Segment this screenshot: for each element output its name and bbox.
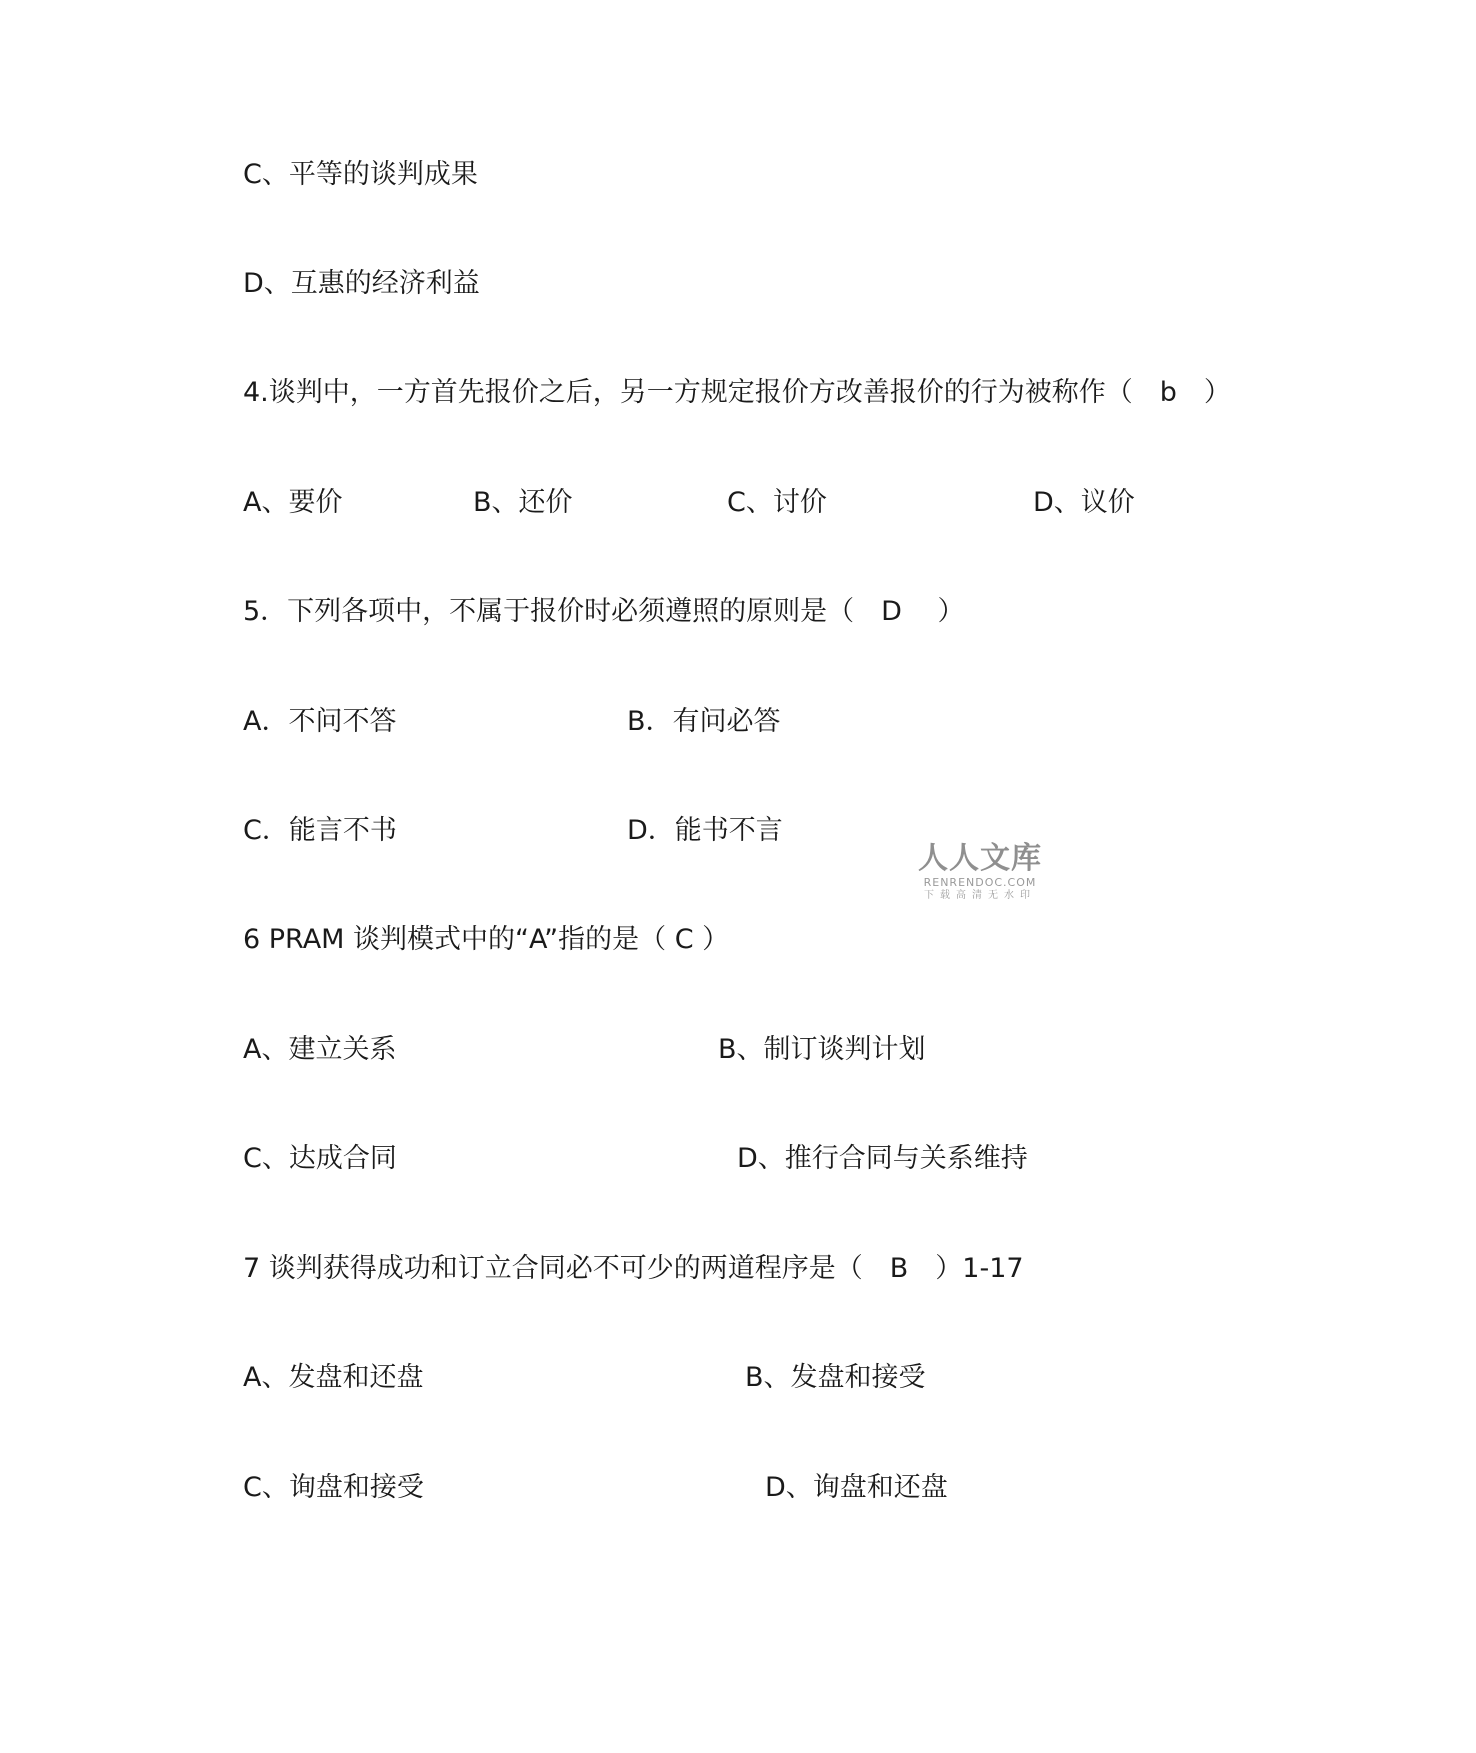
q5-option-d: D．能书不言: [627, 815, 783, 846]
q6-question: 6 PRAM 谈判模式中的“A”指的是（ C ）: [243, 924, 730, 955]
q7-option-c: C、询盘和接受: [243, 1472, 424, 1503]
q7-question: 7 谈判获得成功和订立合同必不可少的两道程序是（ B ）1-17: [243, 1253, 1024, 1284]
q4-question: 4.谈判中，一方首先报价之后，另一方规定报价方改善报价的行为被称作（ b ）: [243, 377, 1231, 408]
q6-option-d: D、推行合同与关系维持: [737, 1143, 1028, 1174]
q5-option-a: A．不问不答: [243, 706, 397, 737]
watermark: [915, 842, 1045, 902]
q4-option-a: A、要价: [243, 487, 343, 518]
watermark-tagline: 下载高清无水印: [924, 890, 1036, 901]
watermark-title: 人人文库: [918, 841, 1042, 876]
watermark-domain: RENRENDOC.COM: [923, 876, 1037, 889]
q5-option-b: B．有问必答: [627, 706, 781, 737]
q3-option-c: C、平等的谈判成果: [243, 159, 478, 190]
q4-option-c: C、讨价: [727, 487, 827, 518]
q3-option-d: D、互惠的经济利益: [243, 268, 480, 299]
q4-option-b: B、还价: [473, 487, 573, 518]
q6-option-a: A、建立关系: [243, 1034, 397, 1065]
q4-option-d: D、议价: [1033, 487, 1135, 518]
q7-option-a: A、发盘和还盘: [243, 1362, 424, 1393]
q5-option-c: C．能言不书: [243, 815, 397, 846]
q5-question: 5．下列各项中，不属于报价时必须遵照的原则是（ D ）: [243, 596, 965, 627]
q6-option-c: C、达成合同: [243, 1143, 397, 1174]
q7-option-b: B、发盘和接受: [745, 1362, 926, 1393]
q7-option-d: D、询盘和还盘: [765, 1472, 948, 1503]
q6-option-b: B、制订谈判计划: [718, 1034, 926, 1065]
